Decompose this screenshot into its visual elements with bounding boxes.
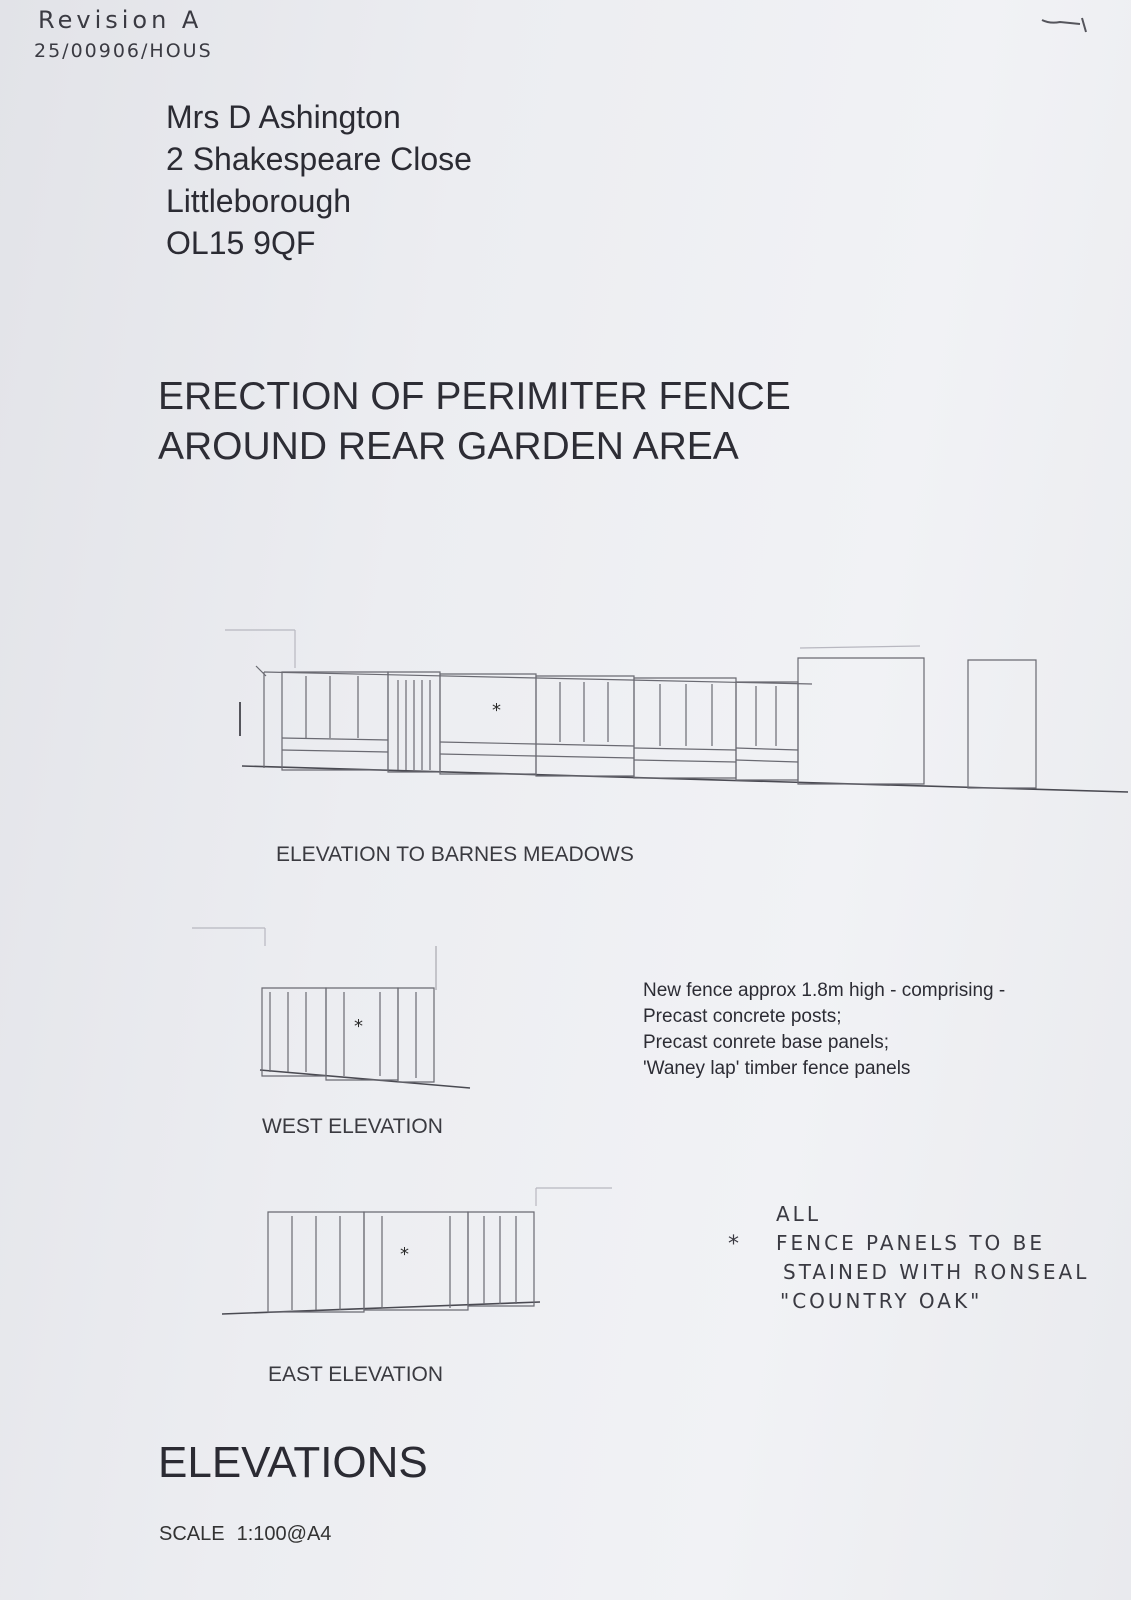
west-elevation-drawing [190, 920, 480, 1095]
note-star-marker: * [728, 1232, 742, 1257]
scale-note [159, 1523, 343, 1546]
scale-label: SCALE [159, 1523, 225, 1545]
address-postcode: OL15 9QF [166, 225, 316, 261]
west-star-marker: * [354, 1016, 363, 1037]
east-elevation-drawing [222, 1180, 622, 1330]
note-line3: "COUNTRY OAK" [780, 1289, 983, 1313]
revision-label: Revision A [38, 6, 203, 34]
barnes-meadows-star-marker: * [492, 700, 501, 721]
barnes-meadows-elevation-drawing [220, 620, 1131, 820]
project-title [158, 372, 791, 472]
caption-east-elevation: EAST ELEVATION [268, 1363, 444, 1386]
note-line2: STAINED WITH RONSEAL [783, 1260, 1090, 1284]
address-name: Mrs D Ashington [166, 99, 401, 135]
spec-line3: Precast conrete base panels; [643, 1032, 890, 1053]
caption-west-elevation: WEST ELEVATION [262, 1115, 443, 1138]
sheet-heading: ELEVATIONS [158, 1438, 428, 1487]
caption-barnes-meadows: ELEVATION TO BARNES MEADOWS [276, 843, 634, 866]
spec-line4: 'Waney lap' timber fence panels [643, 1058, 911, 1079]
corner-mark [1040, 10, 1100, 40]
address-town: Littleborough [166, 183, 352, 219]
revision-reference: 25/00906/HOUS [34, 40, 213, 62]
east-star-marker: * [400, 1244, 409, 1265]
spec-line1: New fence approx 1.8m high - comprising - [643, 980, 1006, 1001]
address-block [166, 96, 472, 264]
spec-line2: Precast concrete posts; [643, 1006, 842, 1027]
fence-specification [643, 978, 1005, 1082]
project-title-line2: AROUND REAR GARDEN AREA [158, 425, 739, 468]
address-street: 2 Shakespeare Close [166, 141, 472, 177]
note-line1: FENCE PANELS TO BE [776, 1231, 1045, 1255]
note-line0: ALL [776, 1202, 821, 1226]
project-title-line1: ERECTION OF PERIMITER FENCE [158, 375, 791, 418]
scale-value: 1:100@A4 [236, 1523, 332, 1545]
